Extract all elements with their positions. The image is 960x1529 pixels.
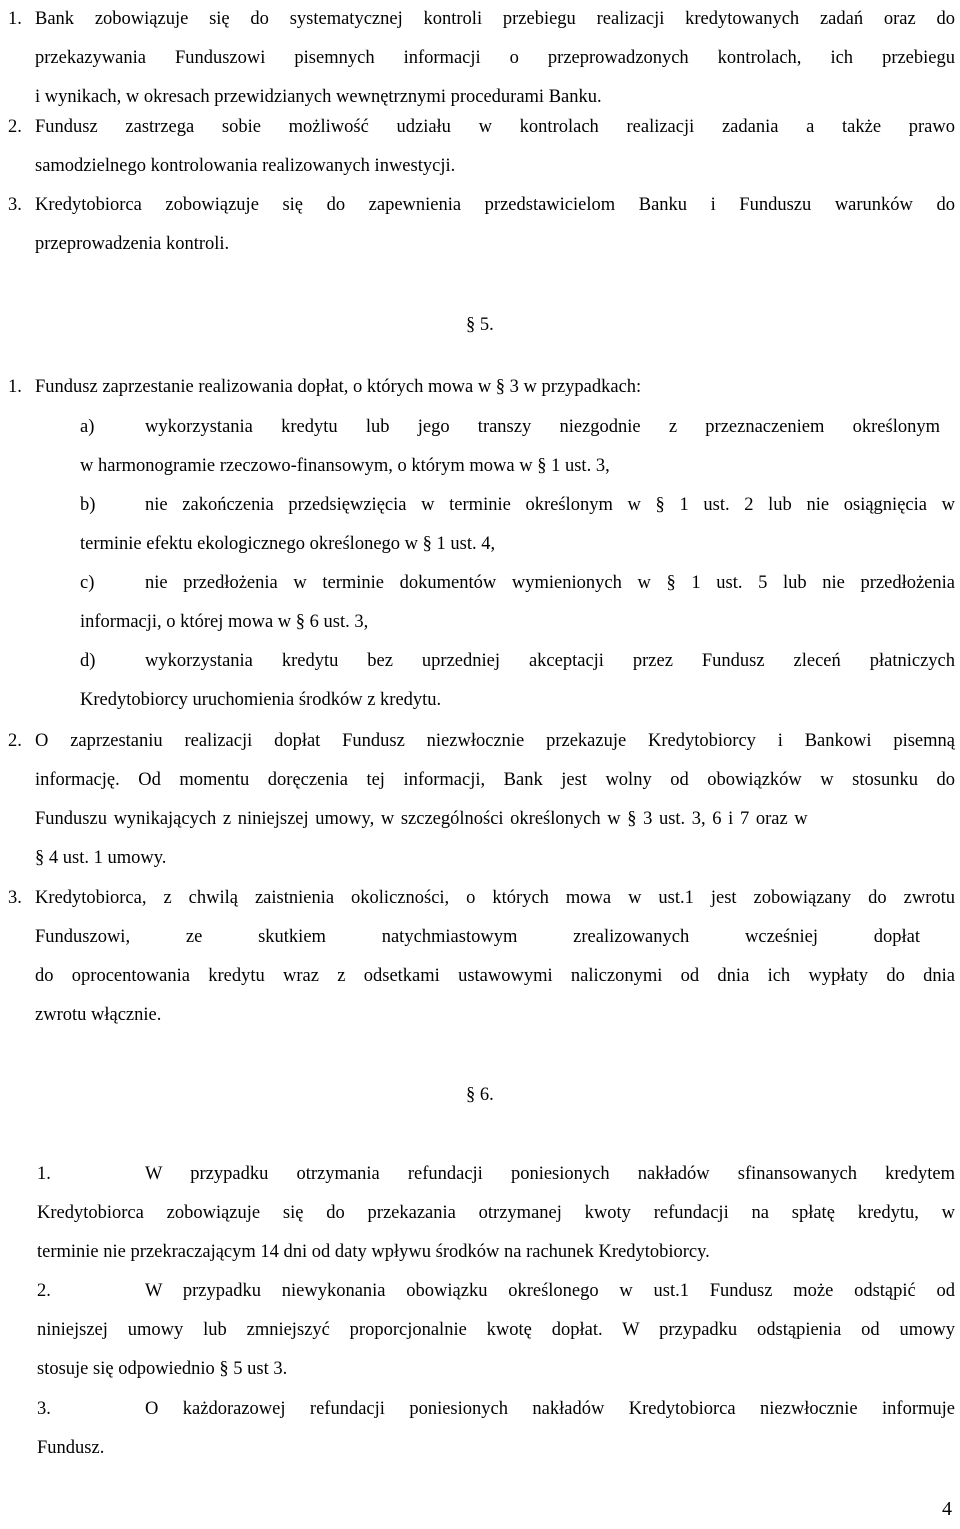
- paragraph-intro-1: [35, 0, 955, 117]
- paragraph-number: 1.: [8, 377, 22, 397]
- paragraph-line: Kredytobiorcy uruchomienia środków z kredytu.: [80, 690, 442, 710]
- paragraph-number: 3.: [8, 888, 22, 908]
- paragraph-line: O zaprzestaniu realizacji dopłat Fundusz niezwłocznie przekazuje Kredytobiorcy i Bankowi pisemną: [35, 731, 955, 751]
- paragraph-number: 2.: [37, 1281, 51, 1301]
- paragraph-line: nie zakończenia przedsięwzięcia w terminie określonym w § 1 ust. 2 lub nie osiągnięcia w: [145, 495, 955, 515]
- paragraph-line: Fundusz zaprzestanie realizowania dopłat, o których mowa w § 3 w przypadkach:: [35, 377, 642, 397]
- paragraph-s6-2: [37, 1272, 955, 1389]
- paragraph-line: nie przedłożenia w terminie dokumentów wymienionych w § 1 ust. 5 lub nie przedłożenia: [145, 573, 955, 593]
- paragraph-s6-3: [37, 1390, 955, 1468]
- paragraph-line: informacji, o której mowa w § 6 ust. 3,: [80, 612, 369, 632]
- list-item-b: [80, 486, 955, 564]
- paragraph-line: Kredytobiorca, z chwilą zaistnienia okoliczności, o których mowa w ust.1 jest zobowiązany do zwrotu: [35, 888, 955, 908]
- list-item-d: [80, 642, 955, 720]
- paragraph-number: 3.: [37, 1399, 51, 1419]
- paragraph-number: 3.: [8, 195, 22, 215]
- list-item-label: d): [80, 651, 96, 671]
- paragraph-line: przeprowadzenia kontroli.: [35, 234, 230, 254]
- paragraph-line: i wynikach, w okresach przewidzianych wewnętrznymi procedurami Banku.: [35, 87, 602, 107]
- paragraph-s5-2: [35, 722, 955, 878]
- list-item-label: c): [80, 573, 95, 593]
- paragraph-number: 2.: [8, 731, 22, 751]
- page-number: 4: [942, 1498, 952, 1520]
- list-item-label: a): [80, 417, 95, 437]
- paragraph-line: W przypadku otrzymania refundacji poniesionych nakładów sfinansowanych kredytem: [145, 1164, 955, 1184]
- paragraph-intro-3: [35, 186, 955, 264]
- paragraph-line: wykorzystania kredytu bez uprzedniej akceptacji przez Fundusz zleceń płatniczych: [145, 651, 955, 671]
- section-heading: § 6.: [466, 1085, 494, 1105]
- paragraph-line: przekazywania Funduszowi pisemnych informacji o przeprowadzonych kontrolach, ich przebiegu: [35, 48, 955, 68]
- paragraph-line: Kredytobiorca zobowiązuje się do zapewnienia przedstawicielom Banku i Funduszu warunków do: [35, 195, 955, 215]
- paragraph-line: § 4 ust. 1 umowy.: [35, 848, 167, 868]
- paragraph-line: Bank zobowiązuje się do systematycznej kontroli przebiegu realizacji kredytowanych zadań oraz do: [35, 9, 955, 29]
- paragraph-line: samodzielnego kontrolowania realizowanych inwestycji.: [35, 156, 456, 176]
- list-item-c: [80, 564, 955, 642]
- paragraph-number: 2.: [8, 117, 22, 137]
- paragraph-line: w harmonogramie rzeczowo-finansowym, o którym mowa w § 1 ust. 3,: [80, 456, 610, 476]
- section-heading: § 5.: [466, 315, 494, 335]
- paragraph-s5-3: [35, 879, 955, 1035]
- paragraph-line: stosuje się odpowiednio § 5 ust 3.: [37, 1359, 288, 1379]
- list-item-a: [80, 408, 940, 486]
- paragraph-line: Fundusz.: [37, 1438, 105, 1458]
- paragraph-number: 1.: [37, 1164, 51, 1184]
- paragraph-line: W przypadku niewykonania obowiązku określonego w ust.1 Fundusz może odstąpić od: [145, 1281, 955, 1301]
- paragraph-line: Funduszu wynikających z niniejszej umowy, w szczególności określonych w § 3 ust. 3, 6 i 7 oraz w: [35, 809, 808, 829]
- paragraph-number: 1.: [8, 9, 22, 29]
- paragraph-line: informację. Od momentu doręczenia tej informacji, Bank jest wolny od obowiązków w stosunku do: [35, 770, 955, 790]
- paragraph-line: O każdorazowej refundacji poniesionych nakładów Kredytobiorca niezwłocznie informuje: [145, 1399, 955, 1419]
- paragraph-intro-2: [35, 108, 955, 186]
- paragraph-line: do oprocentowania kredytu wraz z odsetkami ustawowymi naliczonymi od dnia ich wypłaty do dnia: [35, 966, 955, 986]
- paragraph-line: Kredytobiorca zobowiązuje się do przekazania otrzymanej kwoty refundacji na spłatę kredytu, w: [37, 1203, 955, 1223]
- paragraph-line: terminie efektu ekologicznego określonego w § 1 ust. 4,: [80, 534, 496, 554]
- paragraph-line: niniejszej umowy lub zmniejszyć proporcjonalnie kwotę dopłat. W przypadku odstąpienia od umowy: [37, 1320, 955, 1340]
- paragraph-line: wykorzystania kredytu lub jego transzy niezgodnie z przeznaczeniem określonym: [145, 417, 940, 437]
- list-item-label: b): [80, 495, 96, 515]
- paragraph-line: Funduszowi, ze skutkiem natychmiastowym zrealizowanych wcześniej dopłat: [35, 927, 920, 947]
- paragraph-line: terminie nie przekraczającym 14 dni od daty wpływu środków na rachunek Kredytobiorcy.: [37, 1242, 710, 1262]
- paragraph-line: zwrotu włącznie.: [35, 1005, 162, 1025]
- paragraph-s5-1: [35, 368, 955, 407]
- paragraph-s6-1: [37, 1155, 955, 1272]
- paragraph-line: Fundusz zastrzega sobie możliwość udziału w kontrolach realizacji zadania a także prawo: [35, 117, 955, 137]
